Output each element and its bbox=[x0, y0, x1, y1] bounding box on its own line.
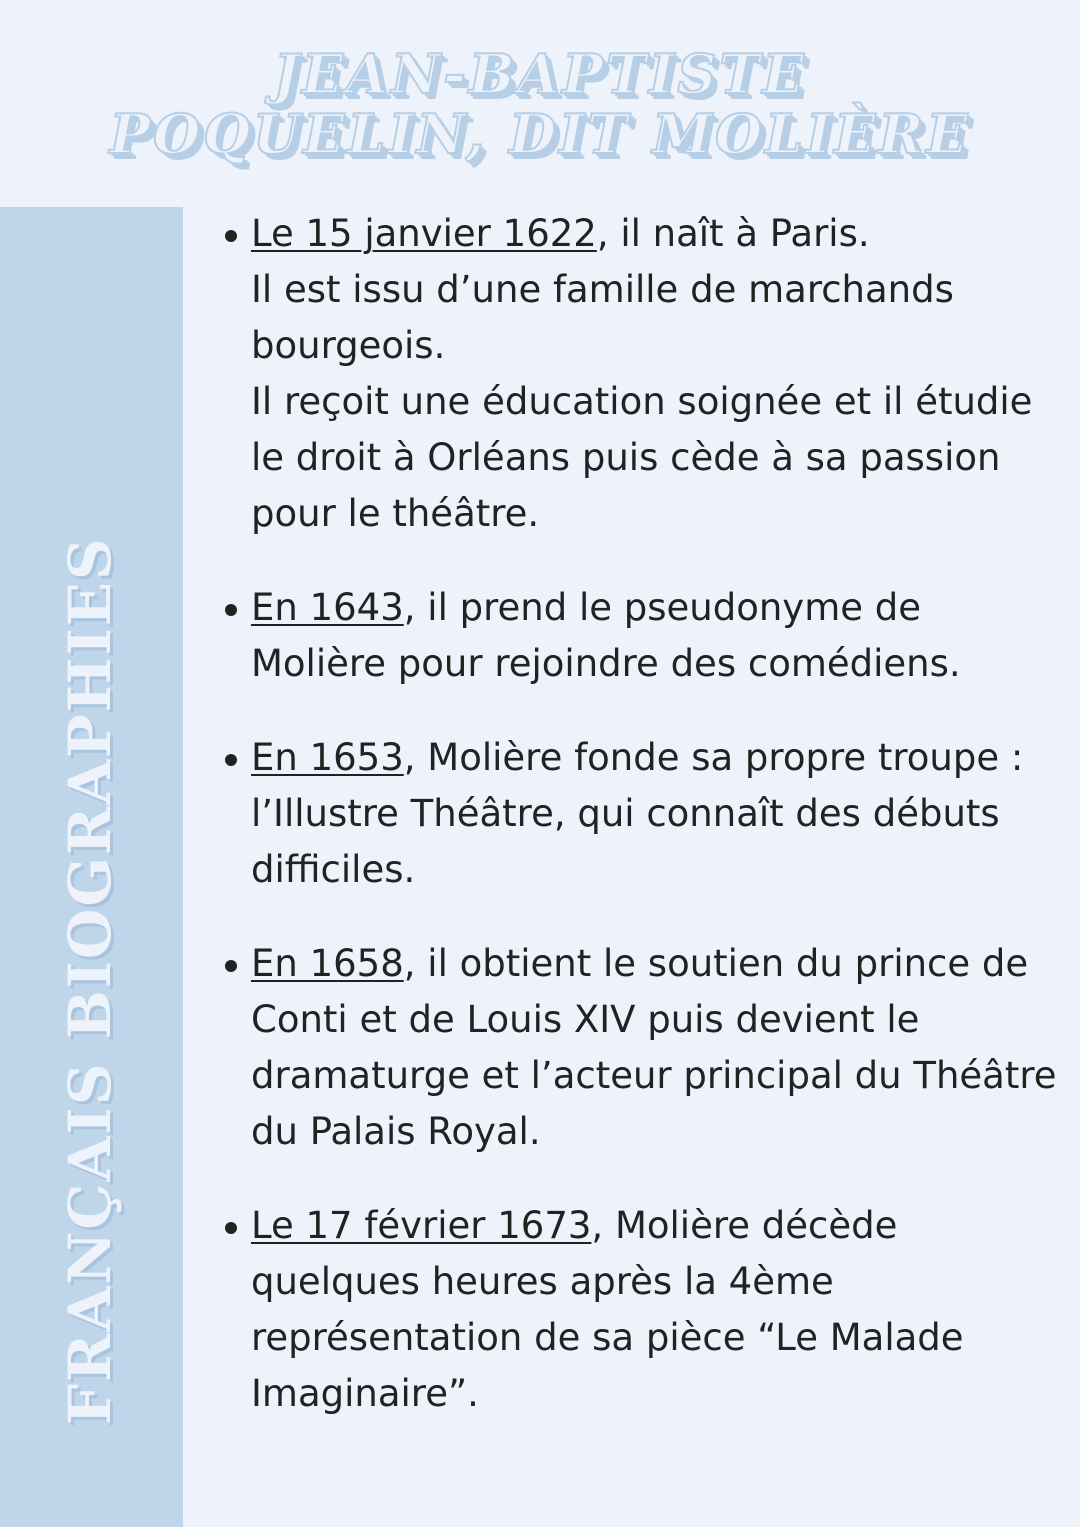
list-item bbox=[251, 206, 1061, 542]
item-text: , il obtient le soutien du prince de Conti et de Louis XIV puis devient le dramaturge et l’acteur principal du Théâtre du Palais Royal. bbox=[251, 942, 1057, 1153]
page-title bbox=[0, 44, 1080, 164]
title-line-1: JEAN-BAPTISTE bbox=[273, 42, 807, 106]
item-text: , il prend le pseudonyme de Molière pour rejoindre des comédiens. bbox=[251, 586, 961, 685]
sidebar-label: FRANÇAIS BIOGRAPHIES bbox=[56, 536, 124, 1425]
list-item bbox=[251, 936, 1061, 1160]
list-item bbox=[251, 580, 1061, 692]
item-text: , Molière décède quelques heures après la 4ème représentation de sa pièce “Le Malade Imaginaire”. bbox=[251, 1204, 964, 1415]
item-text: Il reçoit une éducation soignée et il étudie le droit à Orléans puis cède à sa passion pour le théâtre. bbox=[251, 380, 1033, 535]
item-date: En 1653 bbox=[251, 736, 404, 779]
item-date: En 1658 bbox=[251, 942, 404, 985]
item-text: , il naît à Paris. bbox=[596, 212, 870, 255]
item-date: Le 15 janvier 1622 bbox=[251, 212, 597, 255]
title-line-2: POQUELIN, DIT MOLIÈRE bbox=[109, 102, 971, 166]
item-date: En 1643 bbox=[251, 586, 404, 629]
list-item bbox=[251, 730, 1061, 898]
item-text: Il est issu d’une famille de marchands bourgeois. bbox=[251, 268, 954, 367]
list-item bbox=[251, 1198, 1061, 1422]
item-text: , Molière fonde sa propre troupe : l’Illustre Théâtre, qui connaît des débuts difficiles. bbox=[251, 736, 1024, 891]
item-date: Le 17 février 1673 bbox=[251, 1204, 592, 1247]
biography-list bbox=[251, 206, 1061, 1460]
